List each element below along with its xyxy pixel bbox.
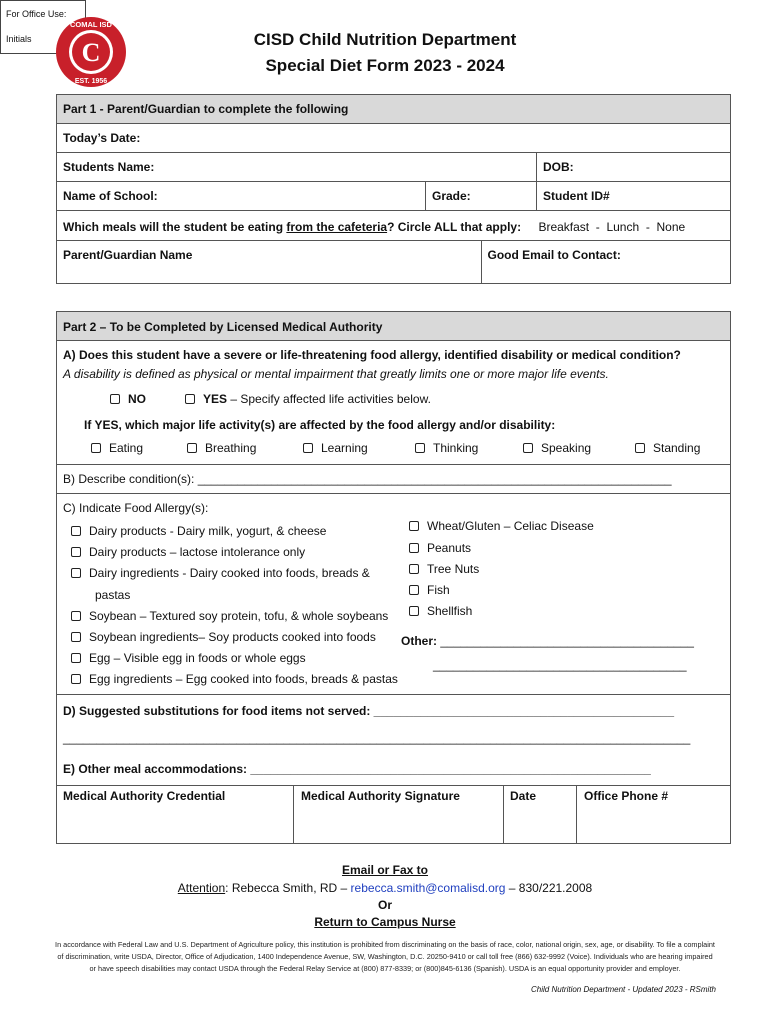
- allergy-shellfish[interactable]: [409, 604, 472, 618]
- updated-note: Child Nutrition Department - Updated 2023 - RSmith: [531, 985, 716, 994]
- allergy-wrap-text: pastas: [95, 588, 131, 602]
- yes-instruction: – Specify affected life activities below.: [227, 392, 431, 406]
- substitutions-field[interactable]: D) Suggested substitutions for food items not served: _____________________________________________: [63, 704, 675, 718]
- date-field[interactable]: Date: [510, 789, 537, 803]
- allergy-peanuts[interactable]: [409, 541, 471, 555]
- allergy-label: Tree Nuts: [427, 562, 480, 576]
- yes-label: YES: [203, 392, 228, 406]
- allergy-soybean-ingredients[interactable]: [71, 630, 376, 644]
- allergy-label: Soybean – Textured soy protein, tofu, & whole soybeans: [89, 609, 389, 623]
- checkbox[interactable]: [71, 674, 81, 684]
- activity-label: Eating: [109, 441, 144, 455]
- checkbox[interactable]: [523, 443, 533, 453]
- logo-top-text: COMAL ISD: [70, 20, 112, 29]
- checkbox[interactable]: [71, 632, 81, 642]
- substitutions-line2[interactable]: ______________________________________________________________________________________________: [63, 731, 691, 745]
- activity-label: Standing: [653, 441, 701, 455]
- activity-standing[interactable]: [635, 441, 700, 455]
- allergy-wheat[interactable]: [409, 519, 594, 533]
- dob-field[interactable]: DOB:: [537, 153, 731, 182]
- activity-label: Learning: [321, 441, 368, 455]
- yes-option[interactable]: [185, 392, 431, 406]
- allergy-dairy-ingredients[interactable]: [71, 566, 370, 580]
- other-allergy-field[interactable]: [401, 634, 694, 648]
- allergy-tree-nuts[interactable]: [409, 562, 479, 576]
- question-a: A) Does this student have a severe or life-threatening food allergy, identified disability or medical condition?: [63, 348, 681, 362]
- allergy-dairy-products[interactable]: [71, 524, 326, 538]
- other-accommodations-field[interactable]: E) Other meal accommodations: ____________________________________________________________: [63, 762, 651, 776]
- other-allergy-line2[interactable]: ______________________________________: [433, 658, 687, 672]
- checkbox[interactable]: [187, 443, 197, 453]
- form-subtitle: Special Diet Form 2023 - 2024: [265, 56, 505, 75]
- checkbox[interactable]: [71, 547, 81, 557]
- email-fax-heading: Email or Fax to: [341, 863, 429, 877]
- nondiscrimination-statement: In accordance with Federal Law and U.S. Department of Agriculture policy, this institution is prohibited from discriminating on the basis of race, color, national origin, sex, age, or disability. To file a complaint of discrimination, write USDA, Director, Office of Adjudication, 1400 Independence Avenue, SW, Washington, D.C. 20250-9410 or call toll free (866) 632-9992 (Voice). Individuals who are hearing impaired or have speech disabilities may contact USDA through the Federal Relay Service at (800) 877-8339; or (800)845-6136 (Spanish). USDA is an equal opportunity provider and employer.: [55, 940, 715, 973]
- return-nurse: Return to Campus Nurse: [314, 915, 456, 929]
- yes-checkbox[interactable]: [185, 394, 195, 404]
- checkbox[interactable]: [415, 443, 425, 453]
- activity-breathing[interactable]: [187, 441, 256, 455]
- contact-email-link[interactable]: rebecca.smith@comalisd.org: [350, 881, 506, 895]
- logo-letter: C: [81, 38, 101, 67]
- checkbox[interactable]: [91, 443, 101, 453]
- disability-definition: A disability is defined as physical or mental impairment that greatly limits one or more major life events.: [63, 367, 609, 381]
- describe-condition-field[interactable]: B) Describe condition(s): _______________________________________________________________________: [63, 472, 672, 486]
- activity-eating[interactable]: [91, 441, 143, 455]
- allergy-label: Fish: [427, 583, 450, 597]
- checkbox[interactable]: [409, 521, 419, 531]
- checkbox[interactable]: [409, 585, 419, 595]
- meals-question-text-b: ? Circle ALL that apply:: [387, 220, 522, 234]
- allergy-fish[interactable]: [409, 583, 450, 597]
- attention-line: [0, 881, 770, 895]
- other-line: ______________________________________: [440, 634, 694, 648]
- no-checkbox[interactable]: [110, 394, 120, 404]
- activity-label: Thinking: [433, 441, 479, 455]
- checkbox[interactable]: [71, 526, 81, 536]
- logo-bottom-text: EST. 1956: [74, 78, 108, 85]
- allergy-label: Soybean ingredients– Soy products cooked into foods: [89, 630, 376, 644]
- credential-field[interactable]: Medical Authority Credential: [63, 789, 226, 803]
- no-label: NO: [128, 392, 146, 406]
- checkbox[interactable]: [71, 568, 81, 578]
- allergy-lactose[interactable]: [71, 545, 305, 559]
- meals-question: [57, 211, 731, 241]
- part1-heading: Part 1 - Parent/Guardian to complete the following: [57, 95, 731, 124]
- todays-date-field[interactable]: Today’s Date:: [57, 124, 731, 153]
- checkbox[interactable]: [71, 653, 81, 663]
- allergy-egg-ingredients[interactable]: [71, 672, 398, 686]
- allergy-label: Wheat/Gluten – Celiac Disease: [427, 519, 594, 533]
- other-label: Other:: [401, 634, 437, 648]
- allergy-label: Peanuts: [427, 541, 472, 555]
- allergy-label: Dairy products – lactose intolerance only: [89, 545, 306, 559]
- if-yes-question: If YES, which major life activity(s) are affected by the food allergy and/or disability:: [84, 418, 556, 432]
- parent-name-field[interactable]: Parent/Guardian Name: [57, 241, 482, 284]
- allergy-label: Shellfish: [427, 604, 473, 618]
- checkbox[interactable]: [635, 443, 645, 453]
- part2-section: [56, 311, 731, 844]
- meals-question-text-a: Which meals will the student be eating: [63, 220, 287, 234]
- activity-label: Breathing: [205, 441, 257, 455]
- or-text: Or: [377, 898, 392, 912]
- allergy-label: Egg – Visible egg in foods or whole eggs: [89, 651, 306, 665]
- allergy-label: Egg ingredients – Egg cooked into foods, breads & pastas: [89, 672, 398, 686]
- part2-heading-bar: [57, 312, 730, 341]
- comal-isd-logo: [55, 16, 127, 88]
- activity-learning[interactable]: [303, 441, 368, 455]
- students-name-field[interactable]: Students Name:: [57, 153, 537, 182]
- activity-thinking[interactable]: [415, 441, 478, 455]
- no-option[interactable]: [110, 392, 146, 406]
- attention-label: Attention: [177, 881, 226, 895]
- meal-options[interactable]: Breakfast - Lunch - None: [538, 220, 686, 234]
- initials-label: Initials: [6, 34, 32, 44]
- part1-table: [56, 94, 731, 284]
- office-use-label: For Office Use:: [6, 9, 67, 19]
- school-field[interactable]: Name of School:: [57, 182, 426, 211]
- form-title: CISD Child Nutrition Department: [253, 30, 517, 49]
- part2-heading: Part 2 – To be Completed by Licensed Medical Authority: [63, 320, 383, 334]
- checkbox[interactable]: [71, 611, 81, 621]
- checkbox[interactable]: [409, 543, 419, 553]
- signature-field[interactable]: Medical Authority Signature: [301, 789, 460, 803]
- activity-speaking[interactable]: [523, 441, 591, 455]
- allergy-soybean[interactable]: [71, 609, 388, 623]
- student-id-field[interactable]: Student ID#: [537, 182, 731, 211]
- indicate-allergy-heading: C) Indicate Food Allergy(s):: [63, 501, 209, 515]
- grade-field[interactable]: Grade:: [426, 182, 537, 211]
- checkbox[interactable]: [303, 443, 313, 453]
- allergy-label: Dairy ingredients - Dairy cooked into foods, breads &: [89, 566, 370, 580]
- activity-label: Speaking: [541, 441, 592, 455]
- attention-name: : Rebecca Smith, RD –: [225, 881, 351, 895]
- contact-phone: – 830/221.2008: [505, 881, 593, 895]
- email-field[interactable]: Good Email to Contact:: [481, 241, 731, 284]
- allergy-label: Dairy products - Dairy milk, yogurt, & cheese: [89, 524, 327, 538]
- meals-question-text-underlined: from the cafeteria: [286, 220, 388, 234]
- allergy-egg[interactable]: [71, 651, 306, 665]
- checkbox[interactable]: [409, 564, 419, 574]
- checkbox[interactable]: [409, 606, 419, 616]
- office-phone-field[interactable]: Office Phone #: [584, 789, 669, 803]
